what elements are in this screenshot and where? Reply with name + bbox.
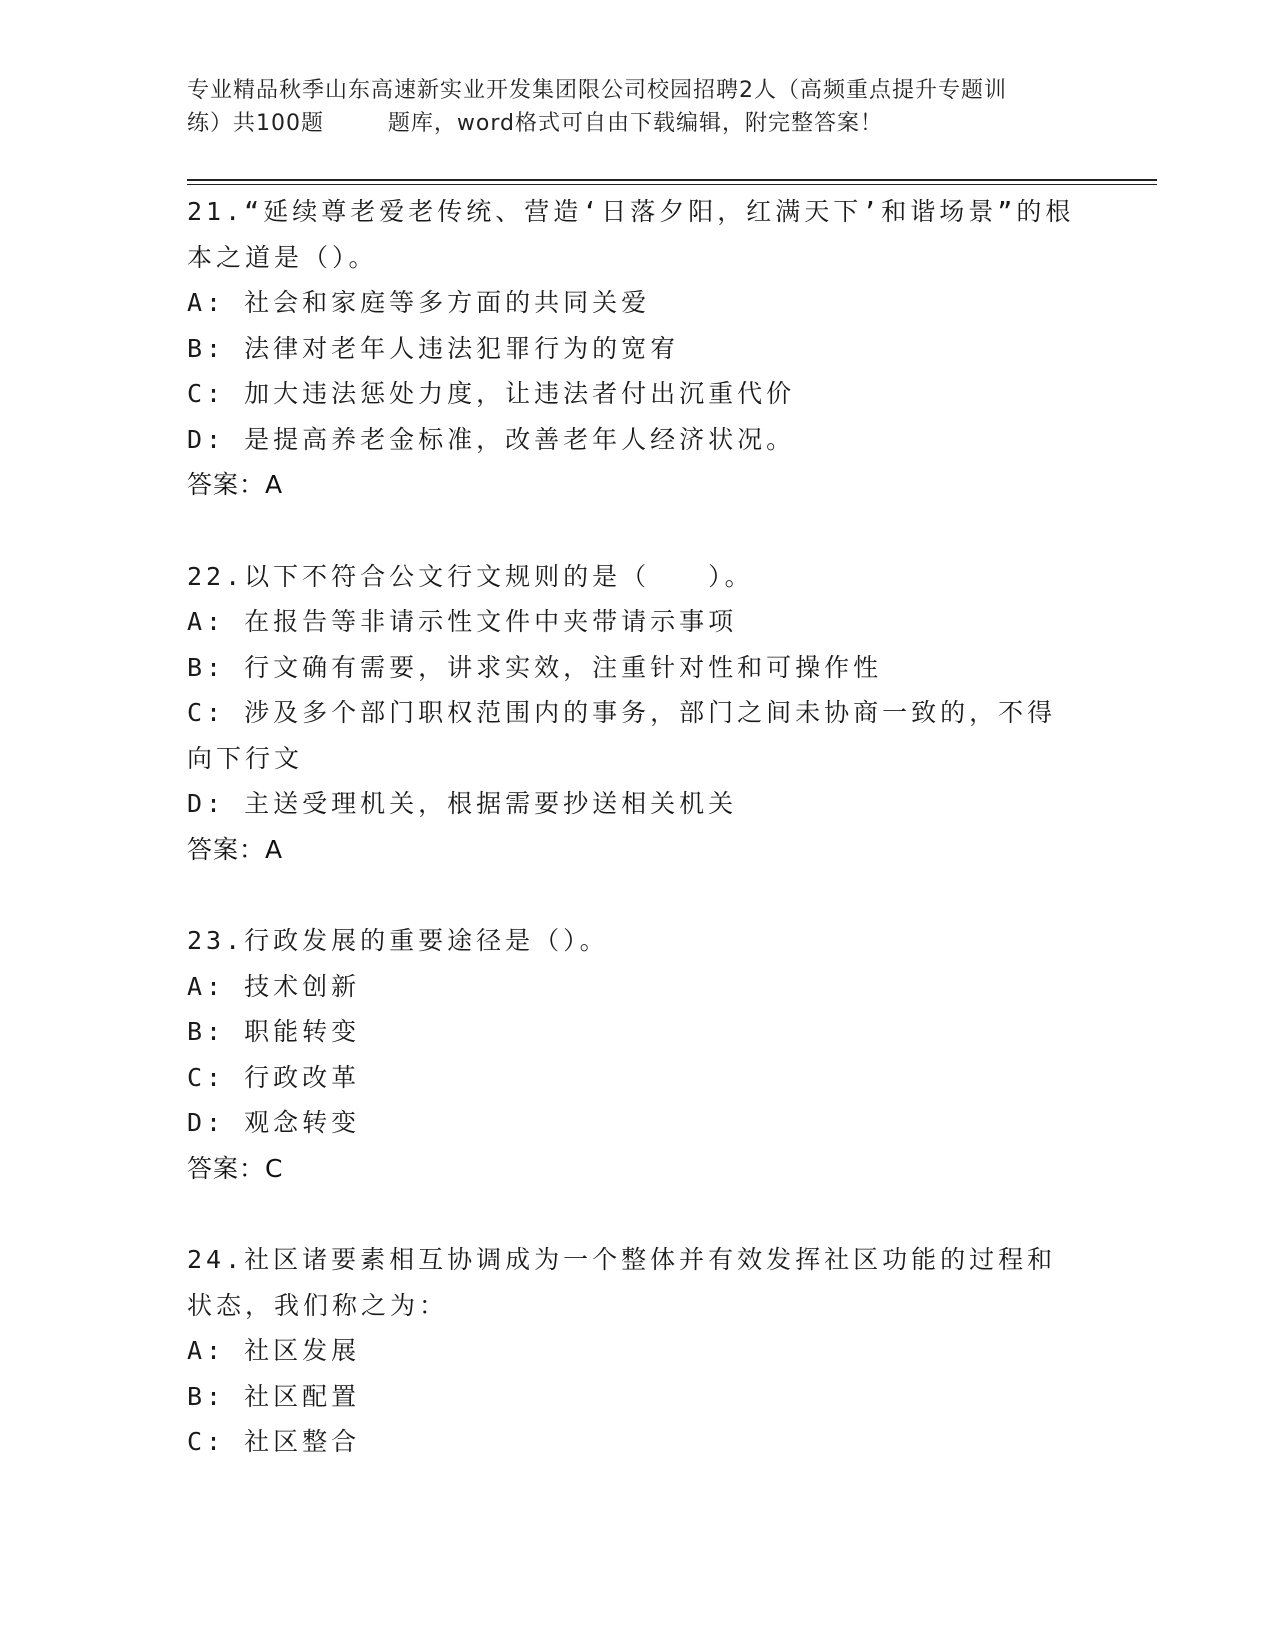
header-divider-thin [187,184,1157,185]
option-c: C: 涉及多个部门职权范围内的事务，部门之间未协商一致的，不得向下行文 [187,698,1057,773]
question-22 [187,554,1087,873]
document-header [187,74,1087,140]
option-b: B: 法律对老年人违法犯罪行为的宽宥 [187,333,680,363]
question-stem: 24.社区诸要素相互协调成为一个整体并有效发挥社区功能的过程和状态，我们称之为： [187,1245,1057,1320]
question-21 [187,189,1087,508]
header-title-line-1: 专业精品秋季山东高速新实业开发集团限公司校园招聘2人（高频重点提升专题训 [187,78,1007,103]
option-d: D: 观念转变 [187,1108,361,1137]
option-c: C: 行政改革 [187,1062,361,1092]
question-23 [187,918,1087,1191]
answer-label: 答案：A [187,470,284,499]
question-24 [187,1237,1087,1465]
question-stem: 23.行政发展的重要途径是（）。 [187,926,609,955]
option-a: A: 社区发展 [187,1336,361,1365]
option-d: D: 是提高养老金标准，改善老年人经济状况。 [187,424,796,454]
option-c: C: 加大违法惩处力度，让违法者付出沉重代价 [187,379,796,408]
option-b: B: 社区配置 [187,1381,361,1411]
header-divider-thick [187,179,1157,181]
option-a: A: 社会和家庭等多方面的共同关爱 [187,288,651,317]
option-b: B: 行文确有需要，讲求实效，注重针对性和可操作性 [187,652,883,682]
header-title-line-2: 练）共100题 题库，word格式可自由下载编辑，附完整答案！ [187,111,884,136]
option-a: A: 在报告等非请示性文件中夹带请示事项 [187,607,738,636]
question-list [187,189,1087,1511]
option-b: B: 职能转变 [187,1017,361,1046]
answer-label: 答案：A [187,834,284,864]
question-stem: 21.“延续尊老爱老传统、营造‘日落夕阳，红满天下’和谐场景”的根本之道是（）。 [187,197,1075,272]
option-c: C: 社区整合 [187,1427,361,1456]
option-a: A: 技术创新 [187,971,361,1001]
answer-label: 答案：C [187,1153,284,1183]
question-stem: 22.以下不符合公文行文规则的是（ ）。 [187,561,754,591]
option-d: D: 主送受理机关，根据需要抄送相关机关 [187,789,738,818]
